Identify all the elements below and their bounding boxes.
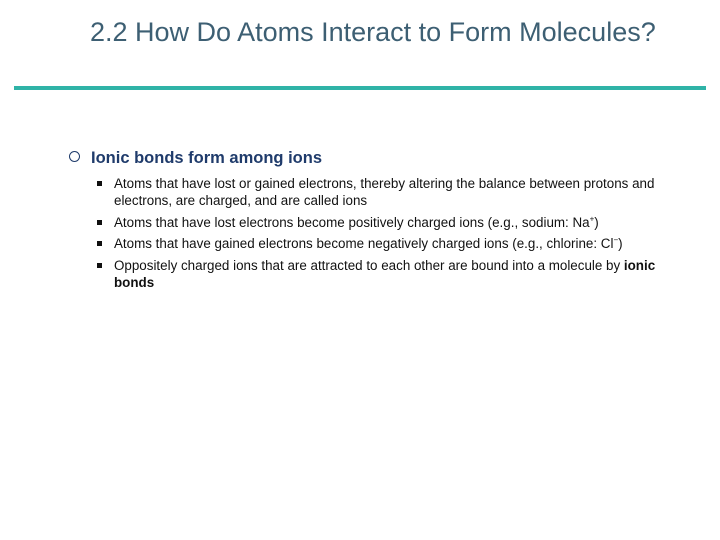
sub-bullet-text: Atoms that have lost or gained electrons, thereby altering the balance between protons and electrons, are charged, and are called ions (114, 176, 655, 209)
title-divider (14, 86, 706, 90)
sub-bullet-text (114, 214, 667, 231)
sub-bullet-text-part: Atoms that have lost electrons become positively charged ions (e.g., sodium: Na (114, 214, 590, 230)
sub-bullet-item (97, 214, 667, 231)
sub-bullet-text (114, 257, 667, 292)
bullet-level1-text: Ionic bonds form among ions (91, 149, 322, 167)
sub-bullet-list (97, 175, 667, 295)
bold-term: ionic bonds (114, 257, 656, 291)
sub-bullet-item (97, 175, 667, 210)
slide-title: 2.2 How Do Atoms Interact to Form Molecules? (90, 17, 656, 47)
square-bullet-icon (97, 181, 102, 186)
sub-bullet-text (114, 235, 667, 252)
sub-bullet-text-part: Atoms that have gained electrons become negatively charged ions (e.g., chlorine: Cl (114, 236, 614, 252)
sub-bullet-text-part: Oppositely charged ions that are attracted to each other are bound into a molecule by (114, 257, 624, 273)
square-bullet-icon (97, 220, 102, 225)
square-bullet-icon (97, 241, 102, 246)
charge-superscript: − (613, 235, 619, 245)
square-bullet-icon (97, 263, 102, 268)
sub-bullet-item (97, 257, 667, 292)
sub-bullet-text-part: ) (618, 236, 623, 252)
sub-bullet-text-part: ) (594, 214, 599, 230)
bullet-level1 (69, 148, 689, 168)
hollow-circle-bullet-icon (69, 151, 80, 162)
charge-superscript: + (589, 214, 595, 224)
sub-bullet-item (97, 235, 667, 252)
